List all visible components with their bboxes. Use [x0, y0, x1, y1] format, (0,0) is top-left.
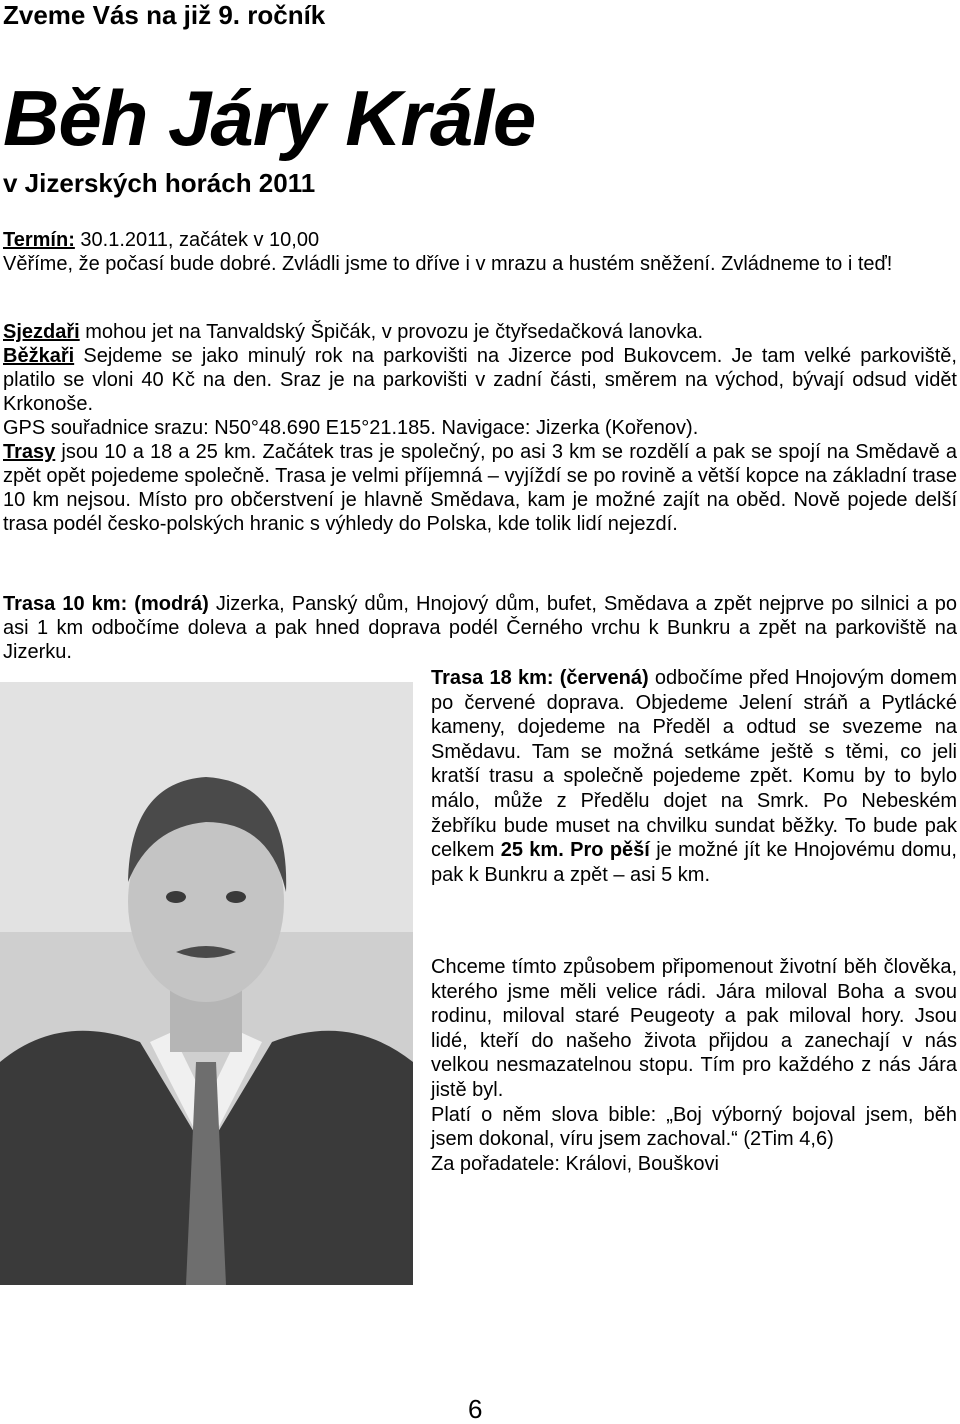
route-18-section [431, 666, 957, 887]
route-25-label: 25 km. [500, 839, 564, 862]
bezkari-text: Sejdeme se jako minulý rok na parkovišti na Jizerce pod Bukovcem. Je tam velké parkoviště, platilo se vloni 40 Kč na den. Sraz je na parkovišti v zadní části, směrem na východ, bývají odsud vidět Krkonoše. [3, 345, 957, 415]
bible-quote: Platí o něm slova bible: „Boj výborný bojoval jsem, běh jsem dokonal, víru jsem zachoval.“ (2Tim 4,6) [431, 1103, 957, 1151]
portrait-illustration [0, 682, 413, 1285]
route-10-section [3, 592, 957, 664]
info-section [3, 320, 957, 536]
route-10-paragraph [3, 592, 957, 664]
bezkari-paragraph [3, 344, 957, 416]
organizers: Za pořadatele: Královi, Bouškovi [431, 1152, 719, 1175]
walkers-label: Pro pěší [570, 839, 650, 862]
trasy-paragraph [3, 440, 957, 536]
gps-text: GPS souřadnice srazu: N50°48.690 E15°21.185. Navigace: Jizerka (Kořenov). [3, 417, 699, 439]
invitation-lead: Zveme Vás na již 9. ročník [3, 0, 326, 30]
route-18-label: Trasa 18 km: (červená) [431, 667, 649, 689]
route-10-label: Trasa 10 km: (modrá) [3, 593, 209, 615]
termin-line [3, 228, 957, 252]
termin-text: 30.1.2011, začátek v 10,00 [74, 229, 320, 251]
sjezdari-text: mohou jet na Tanvaldský Špičák, v provozu je čtyřsedačková lanovka. [79, 321, 703, 343]
sjezdari-label: Sjezdaři [3, 321, 80, 343]
page-number: 6 [468, 1394, 483, 1424]
intro-section [3, 228, 957, 276]
bezkari-label: Běžkaři [3, 345, 75, 367]
route-10-text: Jizerka, Panský dům, Hnojový dům, bufet, Smědava a zpět nejprve po silnici a po asi 1 km odbočíme doleva a pak hned doprava podél Černého vrchu k Bunkru a zpět na parkoviště na Jizerku. [3, 593, 957, 663]
memorial-section [431, 955, 957, 1176]
trasy-label: Trasy [3, 441, 56, 463]
sjezdari-paragraph [3, 320, 957, 344]
route-18-text: odbočíme před Hnojovým domem po červené doprava. Objedeme Jelení stráň a Pytlácké kameny, dojedeme na Předěl a odtud se svezeme na Smědavu. Tam se možná setkáme ještě s těmi, co jeli kratší trasu a společně pojedeme zpět. Komu by to bylo málo, může z Předělu dojet na Smrk. Po Nebeském žebříku bude muset na chvilku sundat běžky. To bude pak celkem [431, 667, 957, 862]
event-title: Běh Járy Krále [3, 74, 536, 162]
trasy-text: jsou 10 a 18 a 25 km. Začátek tras je společný, po asi 3 km se rozdělí a pak se spojí na Smědavě a zpět opět pojedeme společně. Trasa je velmi příjemná – vyjíždí se po rovině a větší kopce na základní trase 10 km nejsou. Místo pro občerstvení je hlavně Smědava, kam je možné zajít na oběd. Nově pojede delší trasa podél česko-polských hranic s výhledy do Polska, kde tolik lidí nejezdí. [3, 441, 957, 535]
portrait-photo [0, 682, 413, 1285]
event-subtitle: v Jizerských horách 2011 [3, 168, 316, 198]
walkers-text: je možné jít ke Hnojovému domu, pak k Bunkru a zpět – asi 5 km. [431, 839, 957, 886]
route-18-paragraph [431, 666, 957, 887]
memorial-text: Chceme tímto způsobem připomenout životní běh člověka, kterého jsme měli velice rádi. Jára miloval Boha a svou rodinu, miloval staré Peugeoty a pak miloval hory. Jsou lidé, kteří do našeho života přijdou a zanechají v nás velkou nesmazatelnou stopu. Tím pro každého z nás Jára jistě byl. [431, 956, 957, 1101]
weather-text: Věříme, že počasí bude dobré. Zvládli jsme to dříve i v mrazu a hustém sněžení. Zvládneme to i teď! [3, 253, 893, 275]
termin-label: Termín: [3, 229, 75, 251]
